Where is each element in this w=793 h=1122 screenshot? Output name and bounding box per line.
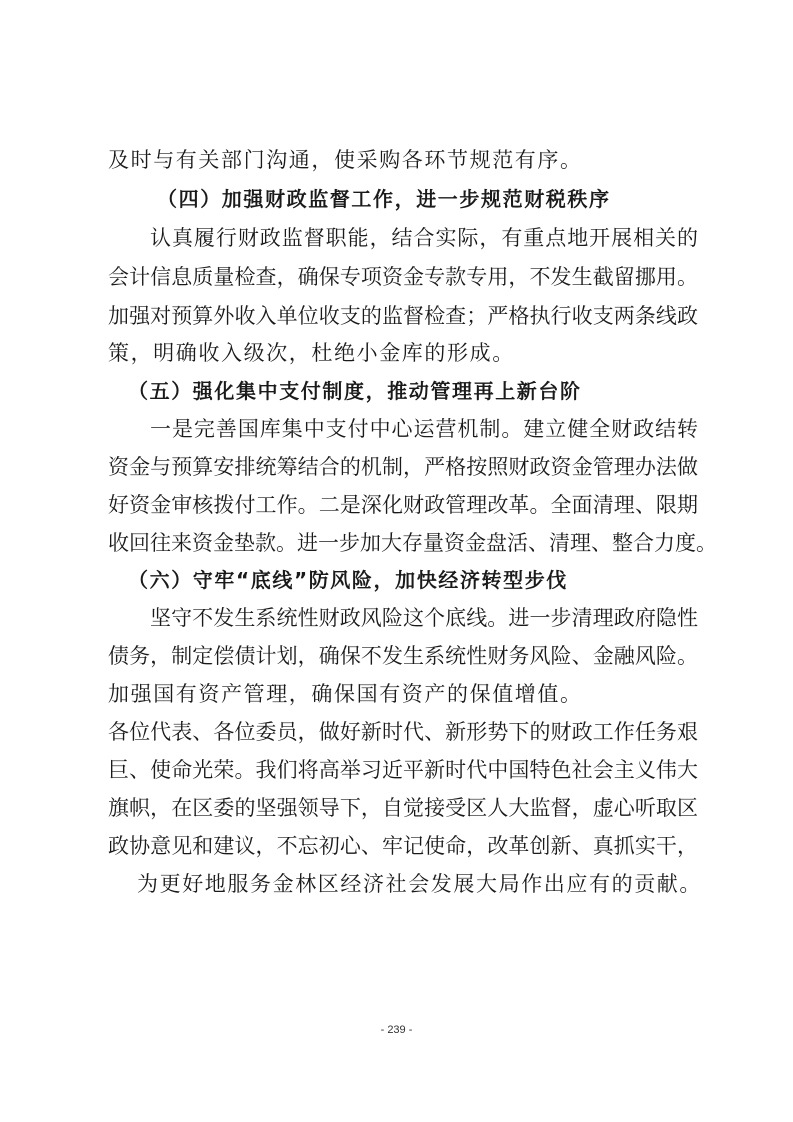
body-text-line: 及时与有关部门沟通，使采购各环节规范有序。 [108, 148, 583, 172]
body-text-line: 政协意见和建议，不忘初心、牢记使命，改革创新、真抓实干， [108, 834, 698, 858]
body-text-line: 旗帜，在区委的坚强领导下，自觉接受区人大监督，虚心听取区 [108, 796, 698, 820]
body-text-line: 为更好地服务金林区经济社会发展大局作出应有的贡献。 [137, 872, 702, 896]
section-heading-6: （六）守牢“底线”防风险，加快经济转型步伐 [128, 568, 568, 592]
body-text-line: 认真履行财政监督职能，结合实际，有重点地开展相关的 [150, 226, 698, 250]
body-text-line: 坚守不发生系统性财政风险这个底线。进一步清理政府隐性 [150, 606, 698, 630]
body-text-line: 好资金审核拨付工作。二是深化财政管理改革。全面清理、限期 [108, 493, 698, 517]
body-text-line: 资金与预算安排统筹结合的机制，严格按照财政资金管理办法做 [108, 455, 698, 479]
page-number: - 239 - [380, 1024, 413, 1036]
body-text-line: 收回往来资金垫款。进一步加大存量资金盘活、清理、整合力度。 [108, 531, 717, 555]
section-heading-4: （四）加强财政监督工作，进一步规范财税秩序 [157, 187, 611, 211]
body-text-line: 加强对预算外收入单位收支的监督检查；严格执行收支两条线政 [108, 304, 698, 328]
section-heading-5: （五）强化集中支付制度，推动管理再上新台阶 [128, 379, 582, 403]
body-text-line: 巨、使命光荣。我们将高举习近平新时代中国特色社会主义伟大 [108, 758, 698, 782]
body-text-line: 加强国有资产管理，确保国有资产的保值增值。 [108, 682, 583, 706]
body-text-line: 各位代表、各位委员，做好新时代、新形势下的财政工作任务艰 [108, 720, 698, 744]
body-text-line: 策，明确收入级次，杜绝小金库的形成。 [108, 341, 515, 365]
body-text-line: 债务，制定偿债计划，确保不发生系统性财务风险、金融风险。 [108, 644, 698, 668]
body-text-line: 一是完善国库集中支付中心运营机制。建立健全财政结转 [150, 417, 698, 441]
body-text-line: 会计信息质量检查，确保专项资金专款专用，不发生截留挪用。 [108, 265, 698, 289]
